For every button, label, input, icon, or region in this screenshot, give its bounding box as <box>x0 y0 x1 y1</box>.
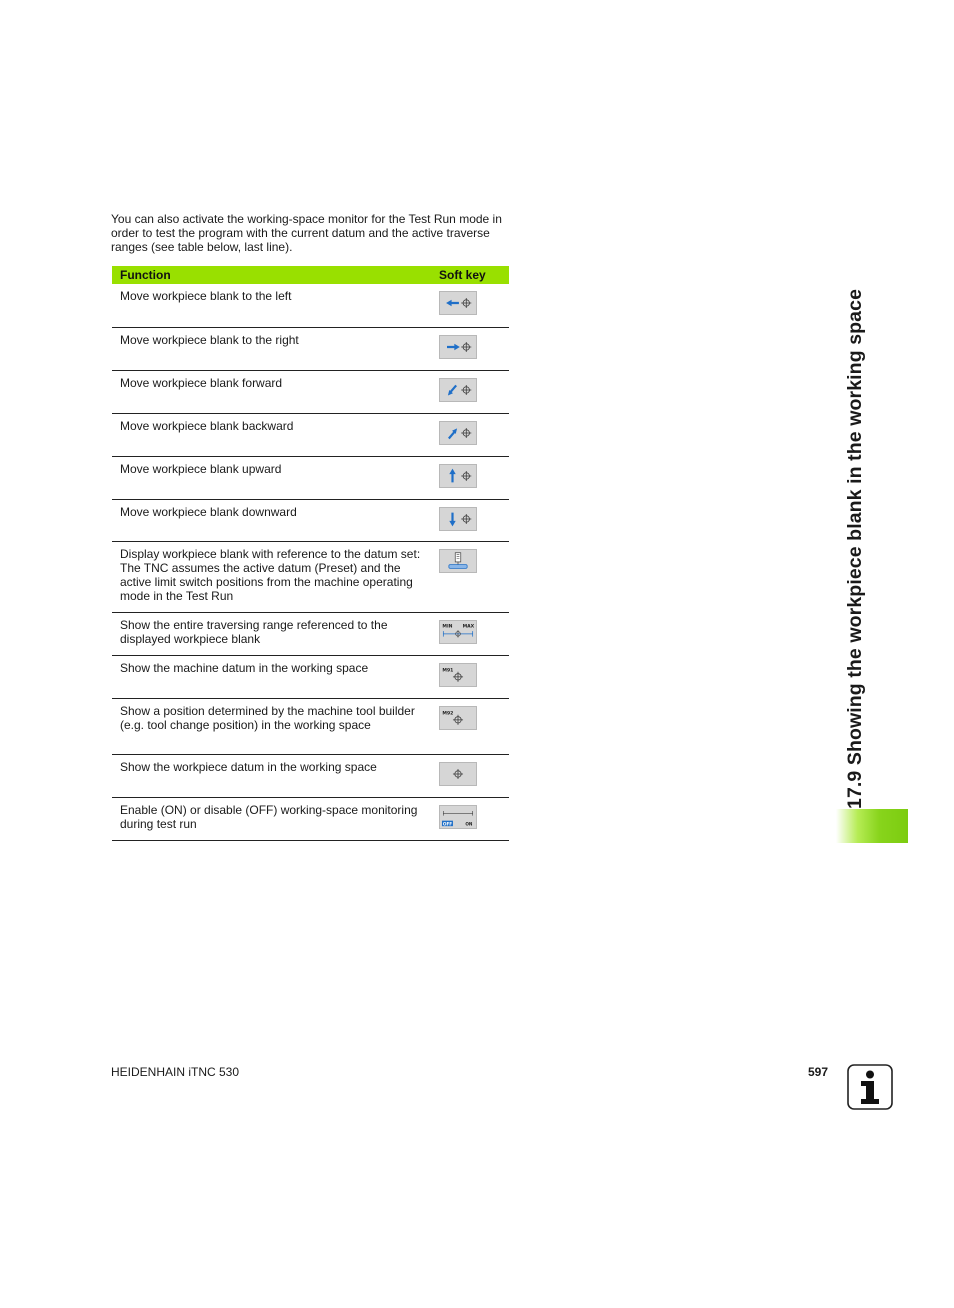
function-description: Move workpiece blank upward <box>112 456 439 499</box>
table-row <box>112 754 509 797</box>
min-label: MIN <box>442 623 453 629</box>
m92-position-softkey[interactable] <box>439 706 477 730</box>
chapter-side-title-text: 17.9 Showing the workpiece blank in the working space <box>844 288 866 809</box>
off-on-toggle-icon <box>440 806 476 828</box>
function-column-header: Function <box>112 266 439 284</box>
move-upward-softkey[interactable] <box>439 464 477 488</box>
table-row <box>112 612 509 655</box>
table-row <box>112 456 509 499</box>
table-row <box>112 327 509 370</box>
arrow-right-datum-icon <box>440 336 476 358</box>
table-row <box>112 655 509 698</box>
m92-position-icon <box>440 707 476 729</box>
table-header-row <box>112 266 509 284</box>
function-description: Move workpiece blank downward <box>112 499 439 541</box>
workpiece-reference-softkey[interactable] <box>439 549 477 573</box>
workpiece-datum-icon <box>440 763 476 785</box>
m91-label: M91 <box>442 667 454 673</box>
m92-label: M92 <box>442 710 454 716</box>
function-description: Show the machine datum in the working space <box>112 655 439 698</box>
move-backward-softkey[interactable] <box>439 421 477 445</box>
function-description: Move workpiece blank backward <box>112 413 439 456</box>
min-max-range-icon <box>440 621 476 643</box>
table-row <box>112 797 509 840</box>
table-row <box>112 698 509 754</box>
move-forward-softkey[interactable] <box>439 378 477 402</box>
arrow-up-datum-icon <box>440 465 476 487</box>
arrow-down-datum-icon <box>440 508 476 530</box>
intro-paragraph: You can also activate the working-space monitor for the Test Run mode in order to test the program with the current datum and the active traverse ranges (see table below, last line). <box>111 212 502 255</box>
info-i-icon <box>847 1064 893 1110</box>
table-row <box>112 499 509 541</box>
m91-datum-icon <box>440 664 476 686</box>
workpiece-datum-softkey[interactable] <box>439 762 477 786</box>
workspace-monitor-toggle-softkey[interactable] <box>439 805 477 829</box>
max-label: MAX <box>462 623 475 629</box>
arrow-backward-datum-icon <box>440 422 476 444</box>
function-description: Move workpiece blank to the right <box>112 327 439 370</box>
arrow-forward-datum-icon <box>440 379 476 401</box>
chapter-tab-marker <box>836 809 908 843</box>
table-row <box>112 541 509 612</box>
move-left-softkey[interactable] <box>439 291 477 315</box>
arrow-left-datum-icon <box>440 292 476 314</box>
footer-product-name: HEIDENHAIN iTNC 530 <box>111 1065 240 1079</box>
function-description: Move workpiece blank forward <box>112 370 439 413</box>
min-max-range-softkey[interactable] <box>439 620 477 644</box>
workpiece-reference-icon <box>440 550 476 572</box>
page-number: 597 <box>808 1065 829 1079</box>
table-row <box>112 284 509 327</box>
function-description: Show the entire traversing range referenced to the displayed workpiece blank <box>112 612 439 655</box>
off-label: OFF <box>442 820 453 826</box>
table-row <box>112 413 509 456</box>
function-description: Show a position determined by the machine tool builder (e.g. tool change position) in the working space <box>112 698 439 754</box>
function-softkey-table <box>112 266 509 841</box>
function-description: Display workpiece blank with reference to the datum set: The TNC assumes the active datum (Preset) and the active limit switch positions from the machine operating mode in the Test Run <box>112 541 439 612</box>
function-description: Show the workpiece datum in the working space <box>112 754 439 797</box>
function-description: Move workpiece blank to the left <box>112 284 439 327</box>
function-description: Enable (ON) or disable (OFF) working-space monitoring during test run <box>112 797 439 840</box>
table-row <box>112 370 509 413</box>
machine-datum-softkey[interactable] <box>439 663 477 687</box>
softkey-column-header: Soft key <box>439 266 509 284</box>
on-label: ON <box>465 820 473 826</box>
move-right-softkey[interactable] <box>439 335 477 359</box>
move-downward-softkey[interactable] <box>439 507 477 531</box>
